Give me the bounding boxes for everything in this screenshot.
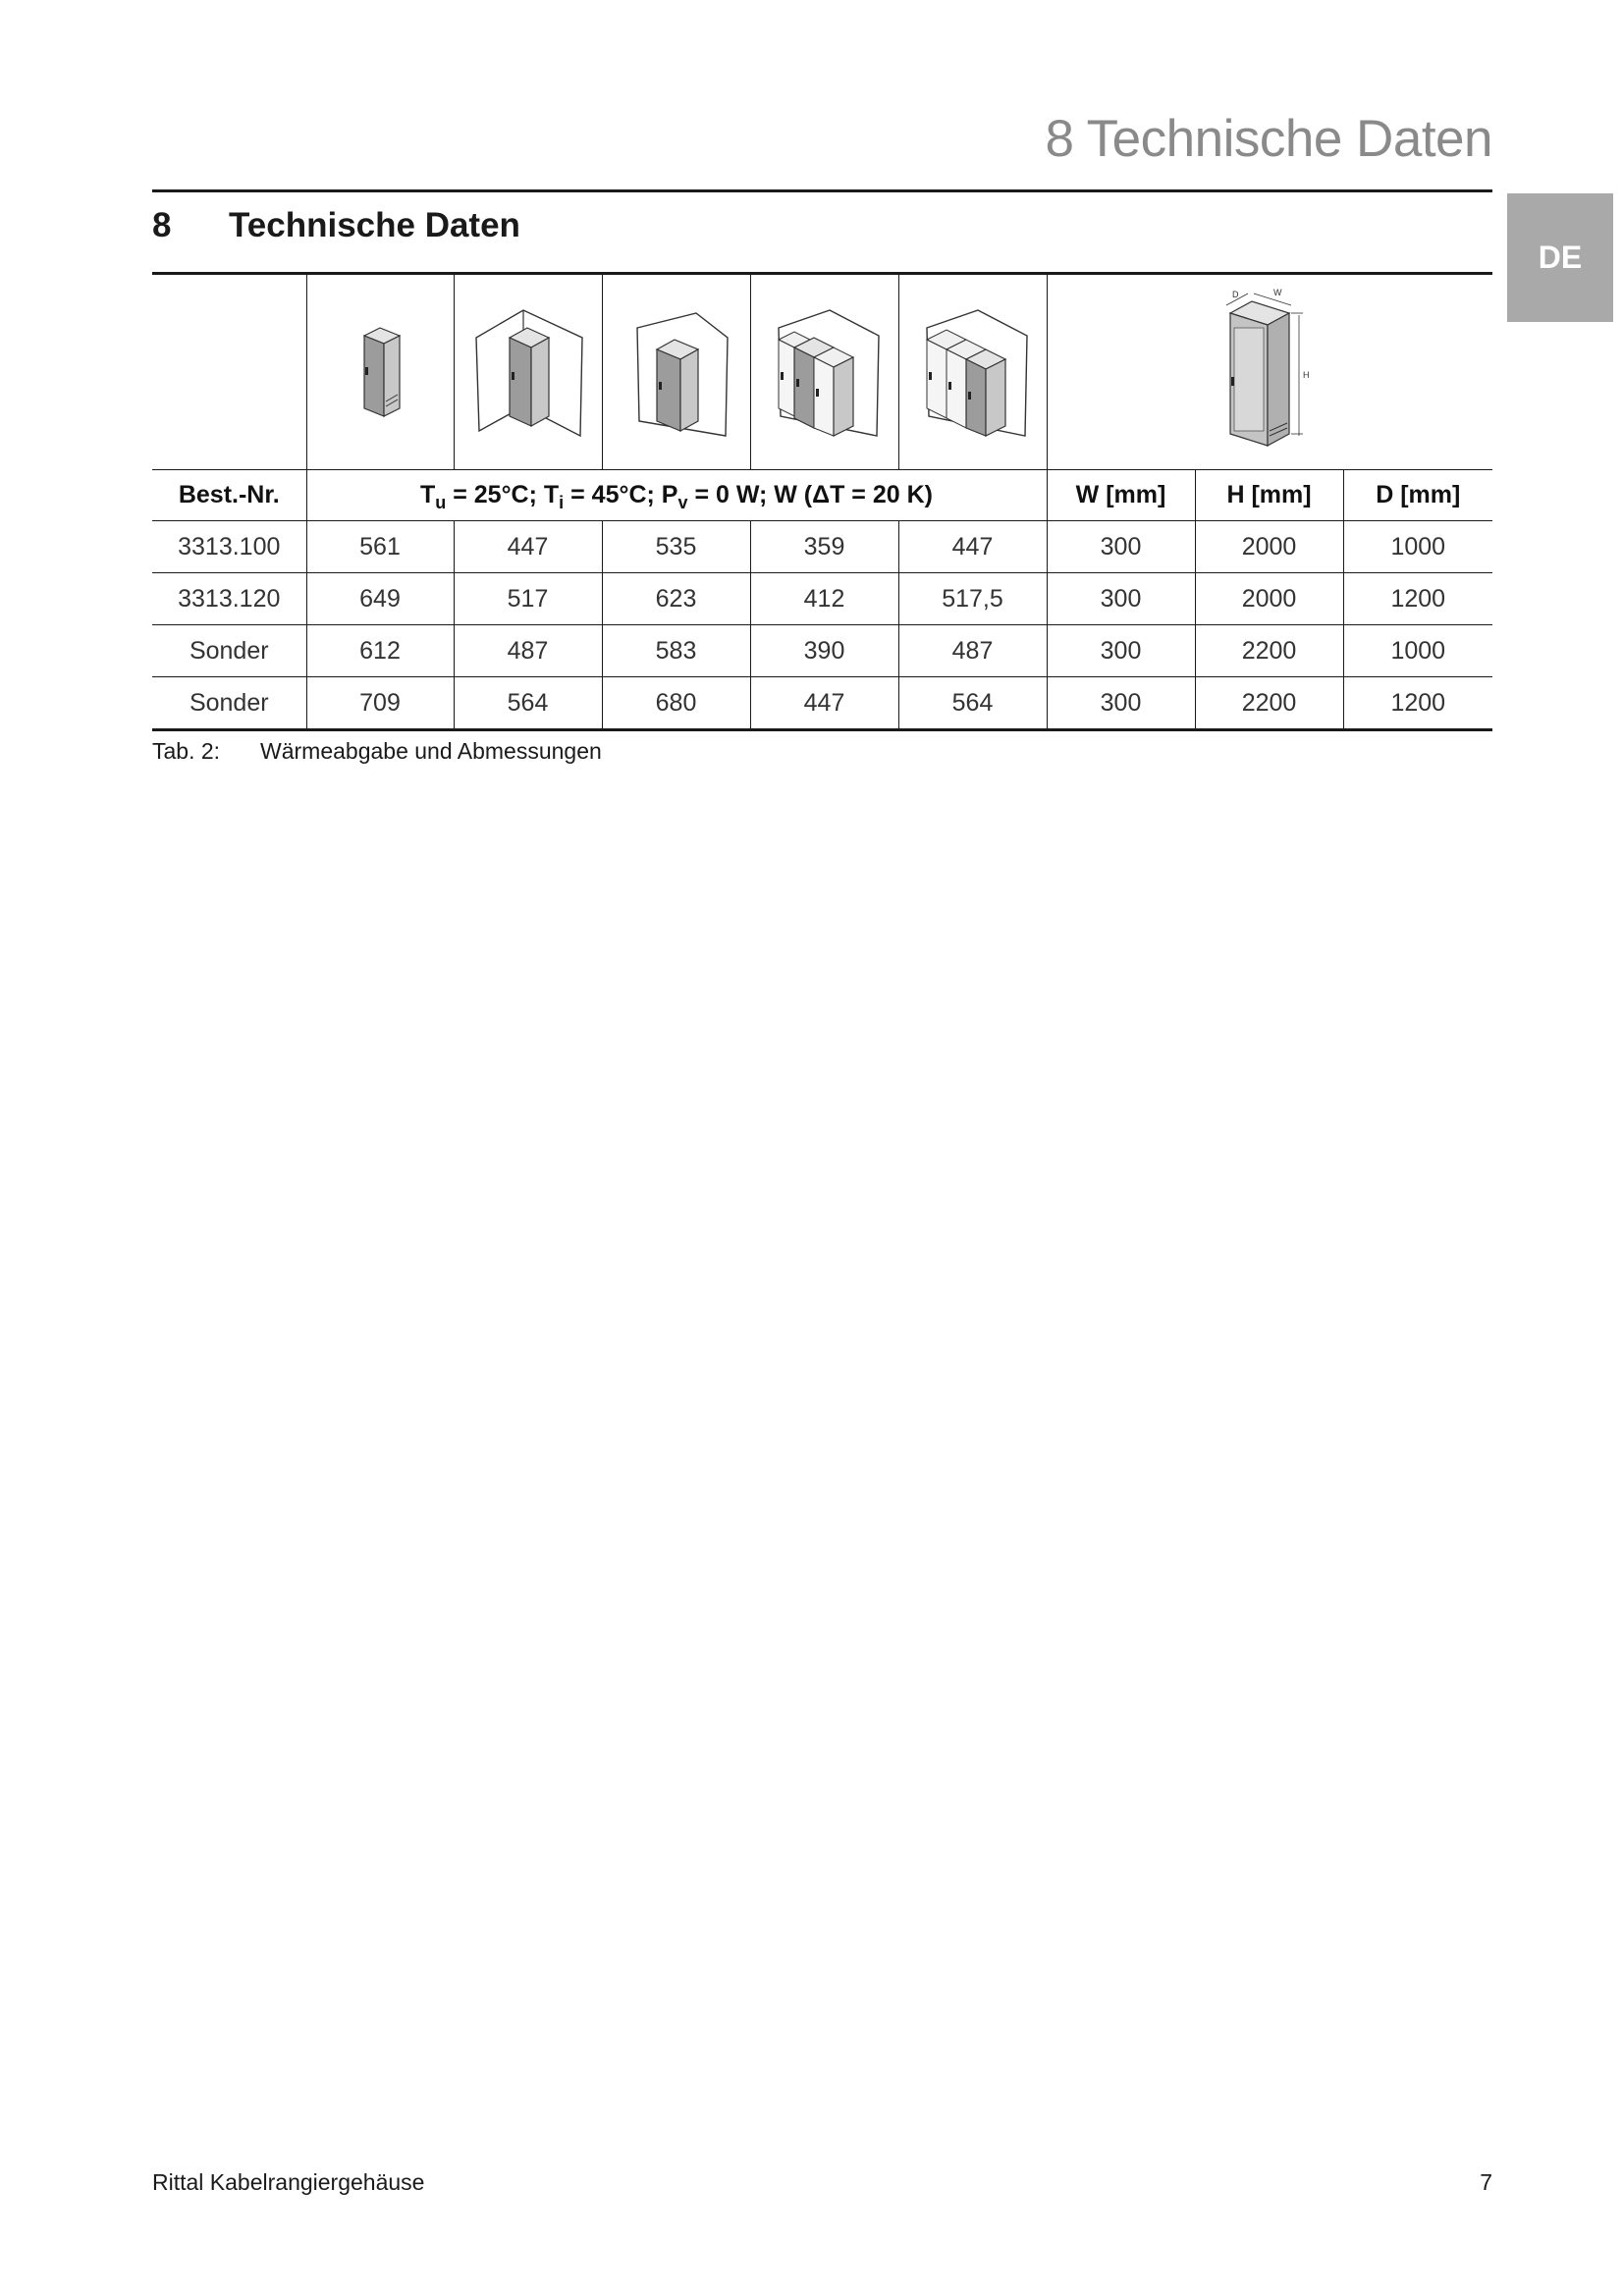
cell-part: 3313.120 bbox=[152, 573, 306, 625]
header-width: W [mm] bbox=[1047, 470, 1195, 521]
cell-width: 300 bbox=[1047, 677, 1195, 730]
cell-value: 447 bbox=[750, 677, 898, 730]
cell-width: 300 bbox=[1047, 573, 1195, 625]
dim-label-h: H bbox=[1303, 370, 1310, 380]
dimension-drawing-cell bbox=[1047, 274, 1492, 470]
table-caption bbox=[152, 738, 602, 765]
cell-value: 564 bbox=[454, 677, 602, 730]
cell-depth: 1200 bbox=[1343, 573, 1492, 625]
cell-width: 300 bbox=[1047, 521, 1195, 573]
empty-image-cell bbox=[152, 274, 306, 470]
cell-value: 517,5 bbox=[898, 573, 1047, 625]
cell-value: 649 bbox=[306, 573, 454, 625]
language-tab: DE bbox=[1507, 193, 1613, 322]
cell-height: 2200 bbox=[1195, 677, 1343, 730]
cell-value: 447 bbox=[454, 521, 602, 573]
cell-value: 359 bbox=[750, 521, 898, 573]
header-condition: $T_u = 25^\circ C$; $T_i = 45^\circ C$; $P_v = 0$ W; W (ΔT = 20 K) bbox=[306, 470, 1047, 521]
cell-part: Sonder bbox=[152, 625, 306, 677]
section-title bbox=[152, 206, 520, 245]
dim-label-w: W bbox=[1273, 288, 1282, 297]
header-rule bbox=[152, 189, 1492, 192]
cell-value: 487 bbox=[898, 625, 1047, 677]
cell-value: 680 bbox=[602, 677, 750, 730]
cell-value: 412 bbox=[750, 573, 898, 625]
cell-value: 447 bbox=[898, 521, 1047, 573]
page-number: 7 bbox=[1480, 2169, 1492, 2195]
caption-text: Wärmeabgabe und Abmessungen bbox=[260, 738, 602, 764]
installation-images-row bbox=[152, 274, 1492, 470]
cell-value: 561 bbox=[306, 521, 454, 573]
section-heading: Technische Daten bbox=[229, 206, 520, 244]
cell-height: 2000 bbox=[1195, 573, 1343, 625]
heat-dissipation-table bbox=[152, 272, 1492, 731]
cell-value: 517 bbox=[454, 573, 602, 625]
caption-label: Tab. 2: bbox=[152, 738, 221, 764]
cell-height: 2200 bbox=[1195, 625, 1343, 677]
cell-value: 487 bbox=[454, 625, 602, 677]
cell-value: 535 bbox=[602, 521, 750, 573]
cell-depth: 1000 bbox=[1343, 521, 1492, 573]
enclosure-row-end-icon bbox=[898, 274, 1047, 470]
dim-label-d: D bbox=[1232, 290, 1239, 299]
table-row bbox=[152, 521, 1492, 573]
header-depth: D [mm] bbox=[1343, 470, 1492, 521]
cell-depth: 1200 bbox=[1343, 677, 1492, 730]
table-row bbox=[152, 573, 1492, 625]
cell-value: 612 bbox=[306, 625, 454, 677]
enclosure-corner-icon bbox=[454, 274, 602, 470]
enclosure-row-wall-icon bbox=[750, 274, 898, 470]
cell-value: 564 bbox=[898, 677, 1047, 730]
section-number: 8 bbox=[152, 206, 172, 244]
cell-value: 623 bbox=[602, 573, 750, 625]
cell-height: 2000 bbox=[1195, 521, 1343, 573]
cell-value: 709 bbox=[306, 677, 454, 730]
cell-depth: 1000 bbox=[1343, 625, 1492, 677]
footer-product-name: Rittal Kabelrangiergehäuse bbox=[152, 2169, 425, 2195]
enclosure-wall-icon bbox=[602, 274, 750, 470]
cell-part: Sonder bbox=[152, 677, 306, 730]
table-row bbox=[152, 677, 1492, 730]
cell-value: 583 bbox=[602, 625, 750, 677]
running-head: 8 Technische Daten bbox=[1045, 110, 1492, 168]
header-height: H [mm] bbox=[1195, 470, 1343, 521]
header-part-number: Best.-Nr. bbox=[152, 470, 306, 521]
enclosure-freestanding-icon bbox=[306, 274, 454, 470]
table-header-row bbox=[152, 470, 1492, 521]
table-row bbox=[152, 625, 1492, 677]
cell-width: 300 bbox=[1047, 625, 1195, 677]
cell-value: 390 bbox=[750, 625, 898, 677]
cell-part: 3313.100 bbox=[152, 521, 306, 573]
